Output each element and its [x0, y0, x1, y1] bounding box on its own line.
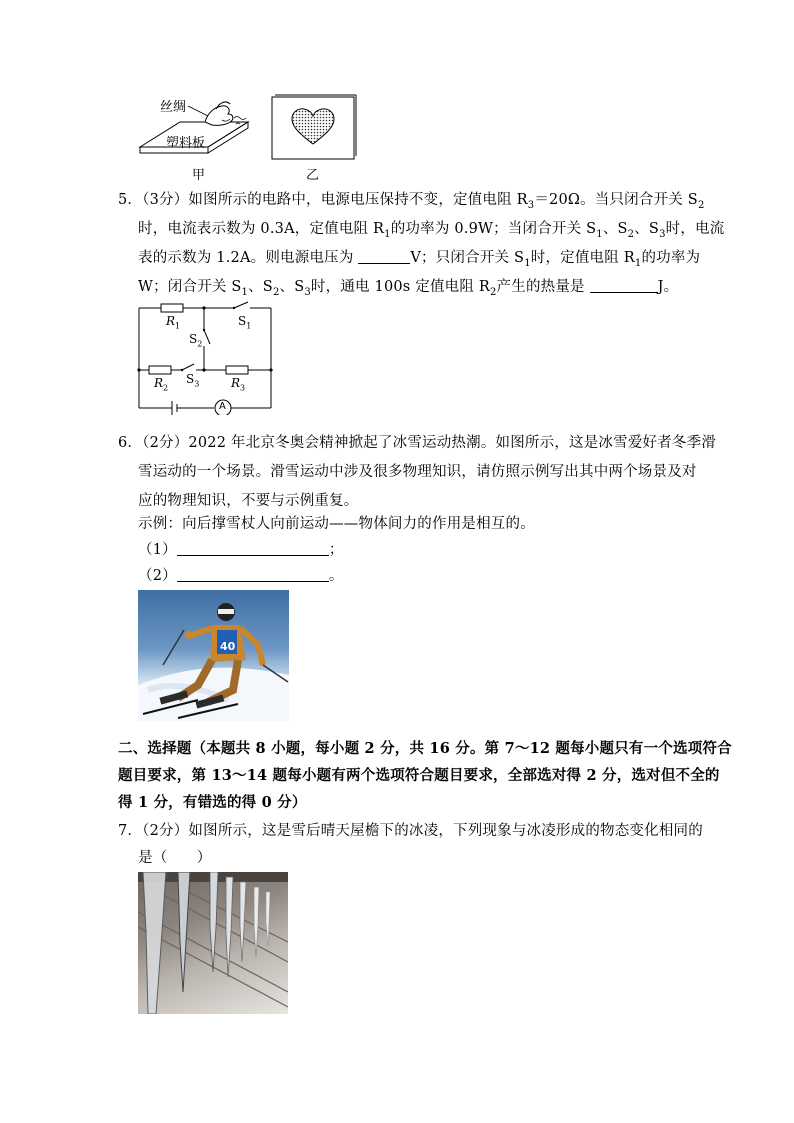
q5-line-4: W；闭合开关 $S_1$、$S_2$、$S_3$时，通电 100s 定值电阻 $R_2$产生的热量是 J。	[138, 279, 679, 298]
section-2-line-3: 得 1 分，有错选的得 0 分）	[118, 794, 307, 811]
q6-blank-2[interactable]	[177, 567, 329, 582]
label-s3: $S_3$	[186, 372, 200, 389]
skier-illustration	[138, 590, 289, 721]
icicle-photo	[138, 872, 288, 1014]
label-ammeter: A	[219, 401, 226, 412]
label-s1: $S_1$	[238, 314, 252, 331]
q5-line-3: 表的示数为 1.2A。则电源电压为 V；只闭合开关 $S_1$时，定值电阻 $R_1$的功率为	[138, 250, 701, 269]
q5-line-2: 时，电流表示数为 0.3A，定值电阻 $R_1$的功率为 0.9W；当闭合开关 $S_1$、$S_2$、$S_3$时，电流	[138, 221, 725, 240]
circuit-diagram	[134, 300, 276, 415]
resistor-r2-symbol	[149, 366, 171, 374]
figure-jia-yi	[130, 92, 370, 182]
q6-example: 示例：向后撑雪杖人向前运动——物体间力的作用是相互的。	[138, 516, 535, 532]
resistor-r3-symbol	[226, 366, 248, 374]
caption-jia: 甲	[192, 168, 206, 183]
section-2-line-2: 题目要求，第 13～14 题每小题有两个选项符合题目要求，全部选对得 2 分，选对但不全的	[118, 767, 720, 784]
q6-line-1: 6．（2分）2022 年北京冬奥会精神掀起了冰雪运动热潮。如图所示，这是冰雪爱好者冬季滑	[118, 435, 717, 451]
circuit-wires	[134, 300, 276, 415]
icicle-illustration	[138, 872, 288, 1014]
q6-answer-1: （1） ；	[138, 542, 344, 558]
label-r1: $R_1$	[166, 314, 181, 331]
resistor-r1-symbol	[161, 304, 183, 312]
q5-blank-voltage[interactable]	[358, 249, 410, 264]
caption-yi: 乙	[306, 168, 320, 183]
q5-line-1: 5．（3分）如图所示的电路中，电源电压保持不变，定值电阻 $R_3=20\Omega$。当只闭合开关 $S_2$	[118, 192, 705, 211]
q6-line-2: 雪运动的一个场景。滑雪运动中涉及很多物理知识，请仿照示例写出其中两个场景及对	[138, 464, 697, 480]
q7-line-2: 是（ ）	[138, 850, 212, 866]
q6-answer-2: （2） 。	[138, 568, 344, 584]
label-s2: $S_2$	[189, 332, 203, 349]
q5-blank-heat[interactable]	[590, 278, 658, 293]
skier-photo	[138, 590, 289, 721]
bib-number: 40	[220, 640, 236, 653]
q6-blank-1[interactable]	[177, 541, 329, 556]
section-2-line-1: 二、选择题（本题共 8 小题，每小题 2 分，共 16 分。第 7～12 题每小题只有一个选项符合	[118, 740, 732, 757]
label-silk: 丝绸	[160, 100, 187, 115]
label-r2: $R_2$	[154, 376, 169, 393]
q7-line-1: 7．（2分）如图所示，这是雪后晴天屋檐下的冰凌，下列现象与冰凌形成的物态变化相同的	[118, 823, 703, 839]
label-plastic-plate: 塑料板	[166, 136, 206, 151]
q6-line-3: 应的物理知识，不要与示例重复。	[138, 493, 359, 509]
label-r3: $R_3$	[231, 376, 246, 393]
